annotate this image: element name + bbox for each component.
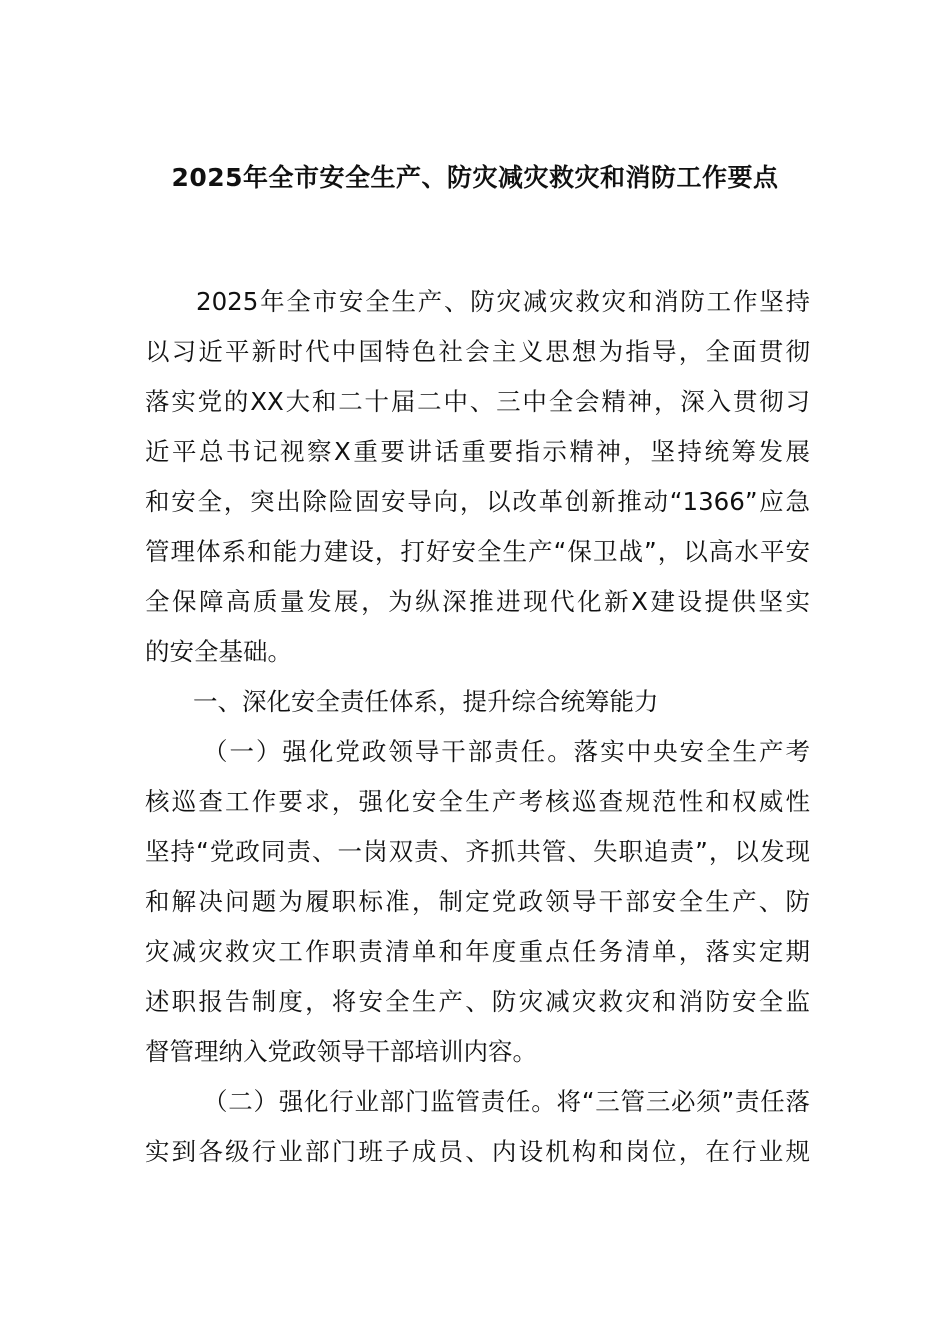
paragraph-1-line-7: 督管理纳入党政领导干部培训内容。 bbox=[145, 1037, 537, 1066]
paragraph-1-line-2: 核巡查工作要求，强化安全生产考核巡查规范性和权威性 bbox=[145, 787, 810, 816]
document-title: 2025年全市安全生产、防灾减灾救灾和消防工作要点 bbox=[171, 163, 779, 192]
paragraph-1-line-3: 坚持“党政同责、一岗双责、齐抓共管、失职追责”，以发现 bbox=[145, 837, 810, 866]
paragraph-1-line-6: 述职报告制度，将安全生产、防灾减灾救灾和消防安全监 bbox=[145, 987, 810, 1016]
paragraph-1-line-4: 和解决问题为履职标准，制定党政领导干部安全生产、防 bbox=[145, 887, 810, 916]
section-heading-1: 一、深化安全责任体系，提升综合统筹能力 bbox=[193, 687, 659, 716]
paragraph-1-line-1: （一）强化党政领导干部责任。落实中央安全生产考 bbox=[203, 737, 810, 766]
paragraph-intro-line-5: 和安全，突出除险固安导向，以改革创新推动“1366”应急 bbox=[145, 487, 810, 516]
paragraph-1-line-5: 灾减灾救灾工作职责清单和年度重点任务清单，落实定期 bbox=[145, 937, 810, 966]
paragraph-intro-line-6: 管理体系和能力建设，打好安全生产“保卫战”，以高水平安 bbox=[145, 537, 810, 566]
paragraph-2-line-1: （二）强化行业部门监管责任。将“三管三必须”责任落 bbox=[203, 1087, 810, 1116]
paragraph-intro-line-7: 全保障高质量发展，为纵深推进现代化新X建设提供坚实 bbox=[145, 587, 810, 616]
paragraph-intro-line-8: 的安全基础。 bbox=[145, 637, 292, 666]
document-body bbox=[145, 283, 810, 1183]
paragraph-intro-line-2: 以习近平新时代中国特色社会主义思想为指导，全面贯彻 bbox=[145, 337, 810, 366]
paragraph-intro-line-1: 2025年全市安全生产、防灾减灾救灾和消防工作坚持 bbox=[196, 287, 810, 316]
paragraph-2-line-2: 实到各级行业部门班子成员、内设机构和岗位，在行业规 bbox=[145, 1137, 810, 1166]
paragraph-intro-line-4: 近平总书记视察X重要讲话重要指示精神，坚持统筹发展 bbox=[145, 437, 810, 466]
paragraph-intro-line-3: 落实党的XX大和二十届二中、三中全会精神，深入贯彻习 bbox=[145, 387, 810, 416]
